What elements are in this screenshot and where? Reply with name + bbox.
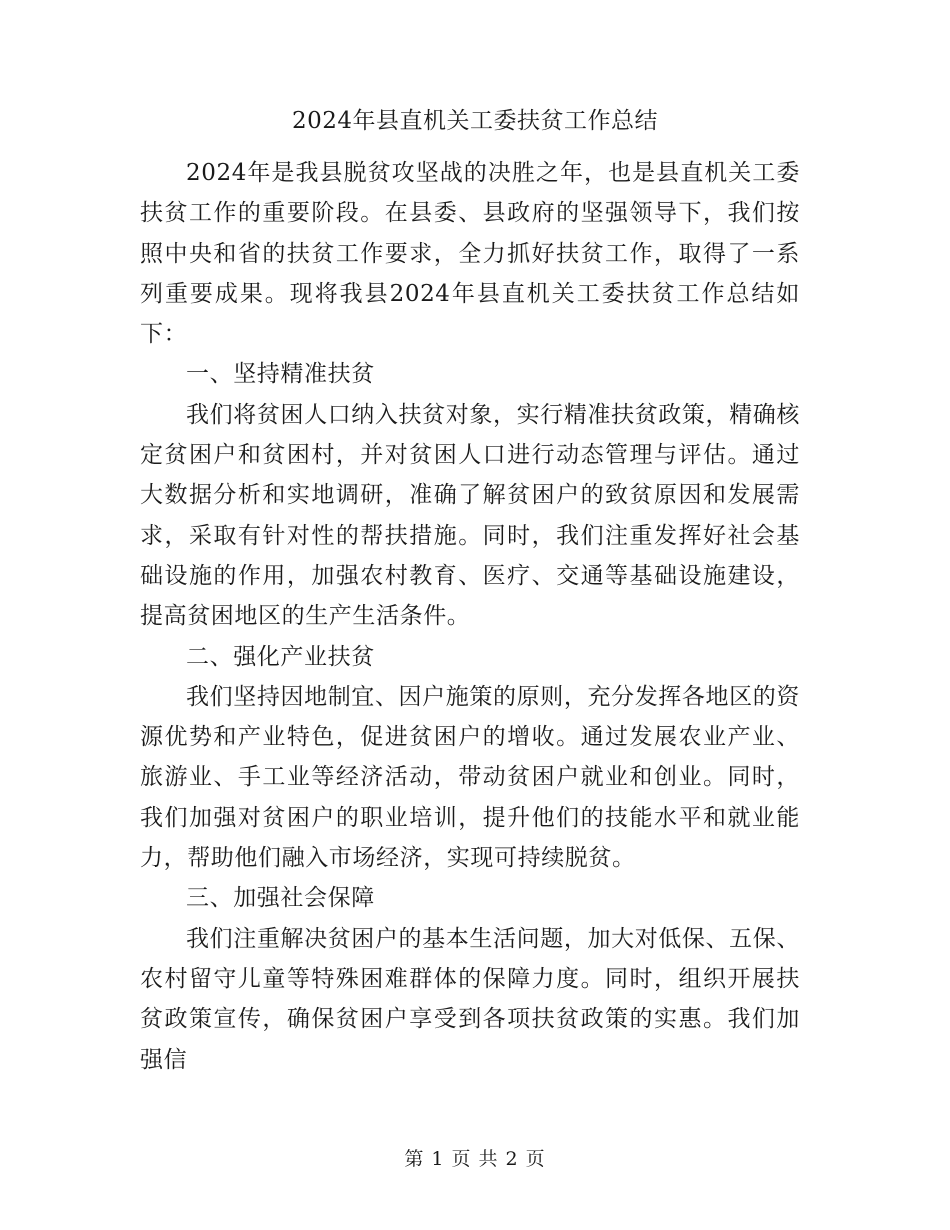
section-heading-2: 二、强化产业扶贫 bbox=[186, 643, 375, 670]
document-title: 2024年县直机关工委扶贫工作总结 bbox=[291, 108, 659, 134]
section-paragraph-3: 我们注重解决贫困户的基本生活问题，加大对低保、五保、农村留守儿童等特殊困难群体的保障力度。同时，组织开展扶贫政策宣传，确保贫困户享受到各项扶贫政策的实惠。我们加强信 bbox=[140, 925, 800, 1073]
intro-paragraph: 2024年是我县脱贫攻坚战的决胜之年，也是县直机关工委扶贫工作的重要阶段。在县委、县政府的坚强领导下，我们按照中央和省的扶贫工作要求，全力抓好扶贫工作，取得了一系列重要成果。现将我县2024年县直机关工委扶贫工作总结如下： bbox=[140, 160, 800, 348]
section-heading-1: 一、坚持精准扶贫 bbox=[186, 361, 375, 388]
document-body bbox=[140, 153, 800, 1080]
section-paragraph-1: 我们将贫困人口纳入扶贫对象，实行精准扶贫政策，精确核定贫困户和贫困村，并对贫困人口进行动态管理与评估。通过大数据分析和实地调研，准确了解贫困户的致贫原因和发展需求，采取有针对性的帮扶措施。同时，我们注重发挥好社会基础设施的作用，加强农村教育、医疗、交通等基础设施建设，提高贫困地区的生产生活条件。 bbox=[140, 401, 800, 630]
section-heading-3: 三、加强社会保障 bbox=[186, 885, 375, 912]
section-paragraph-2: 我们坚持因地制宜、因户施策的原则，充分发挥各地区的资源优势和产业特色，促进贫困户的增收。通过发展农业产业、旅游业、手工业等经济活动，带动贫困户就业和创业。同时，我们加强对贫困户的职业培训，提升他们的技能水平和就业能力，帮助他们融入市场经济，实现可持续脱贫。 bbox=[140, 683, 800, 872]
page-footer: 第 1 页 共 2 页 bbox=[404, 1148, 546, 1170]
